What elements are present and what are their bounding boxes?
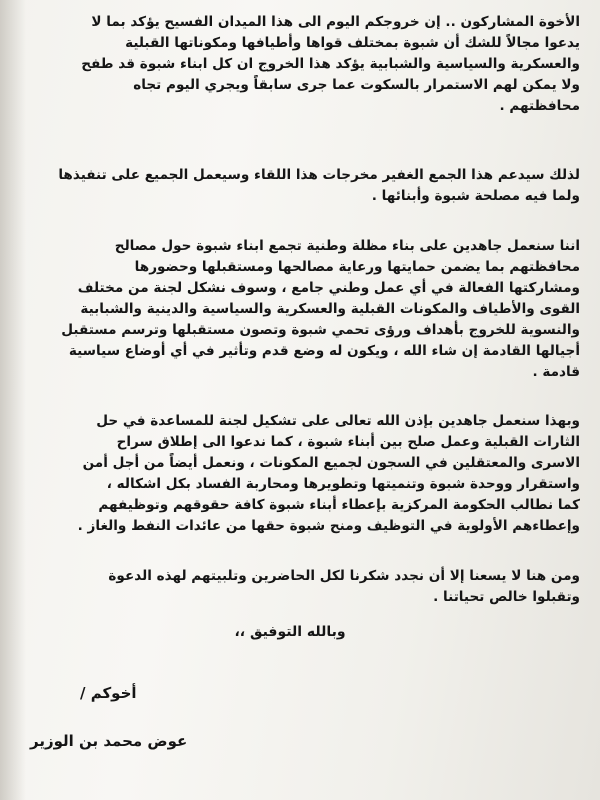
text-line: والنسوية للخروج بأهداف ورؤى تحمي شبوة وتصون مستقبلها وترسم مستقبل xyxy=(61,322,580,338)
text-line: ومشاركتها الفعالة في أي عمل وطني جامع ، وسوف نشكل لجنة من مختلف xyxy=(77,280,580,296)
text-line: والعسكرية والسياسية والشبابية يؤكد هذا الخروج ان كل ابناء شبوة قد طفح xyxy=(81,56,580,72)
text-line: وتقبلوا خالص تحياتنا . xyxy=(433,589,580,605)
text-line: كما نطالب الحكومة المركزية بإعطاء أبناء شبوة كافة حقوقهم وتوظيفهم xyxy=(98,497,580,513)
signature-name: عوض محمد بن الوزير xyxy=(30,732,188,750)
paragraph-thanks xyxy=(26,566,580,608)
text-line: لذلك سيدعم هذا الجمع الغفير مخرجات هذا اللقاء وسيعمل الجميع على تنفيذها xyxy=(58,167,580,183)
text-line: محافظتهم . xyxy=(499,98,580,114)
text-line: الأخوة المشاركون .. إن خروجكم اليوم الى هذا الميدان الفسيح يؤكد بما لا xyxy=(91,14,580,30)
text-line: وإعطاءهم الأولوية في التوظيف ومنح شبوة حقها من عائدات النفط والغاز . xyxy=(77,518,580,534)
page-shadow xyxy=(0,0,26,800)
text-line: ولا يمكن لهم الاستمرار بالسكوت عما جرى سابقاً ويجري اليوم تجاه xyxy=(133,77,580,93)
signature-prefix: أخوكم / xyxy=(80,684,137,702)
paragraph-reconciliation xyxy=(26,411,580,537)
text-line: اننا سنعمل جاهدين على بناء مظلة وطنية تجمع ابناء شبوة حول مصالح xyxy=(114,238,580,254)
paragraph-national-umbrella xyxy=(26,236,580,383)
paragraph-opening xyxy=(26,12,580,117)
text-line: يدعوا مجالاً للشك أن شبوة بمختلف قواها وأطيافها ومكوناتها القبلية xyxy=(125,35,580,51)
text-line: واستقرار ووحدة شبوة وتنميتها وتطويرها ومحاربة الفساد بكل اشكاله ، xyxy=(106,476,580,492)
text-line: وبهذا سنعمل جاهدين بإذن الله تعالى على تشكيل لجنة للمساعدة في حل xyxy=(96,413,580,429)
text-line: القوى والأطياف والمكونات القبلية والعسكرية والسياسية والدينية والشبابية xyxy=(80,301,580,317)
text-line: ولما فيه مصلحة شبوة وأبنائها . xyxy=(371,188,580,204)
text-line: الاسرى والمعتقلين في السجون لجميع المكونات ، ونعمل أيضاً من أجل أمن xyxy=(82,455,580,471)
paragraph-support xyxy=(26,165,580,207)
text-line: ومن هنا لا يسعنا إلا أن نجدد شكرنا لكل الحاضرين وتلبيتهم لهذه الدعوة xyxy=(108,568,580,584)
text-line: محافظتهم بما يضمن حمايتها ورعاية مصالحها ومستقبلها وحضورها xyxy=(134,259,580,275)
text-line: قادمة . xyxy=(532,364,580,380)
text-line: أجيالها القادمة إن شاء الله ، ويكون له وضع قدم وتأثير في أي أوضاع سياسية xyxy=(68,343,580,359)
closing-phrase: وبالله التوفيق ،، xyxy=(234,624,346,640)
text-line: الثارات القبلية وعمل صلح بين أبناء شبوة ، كما ندعوا الى إطلاق سراح xyxy=(116,434,580,450)
